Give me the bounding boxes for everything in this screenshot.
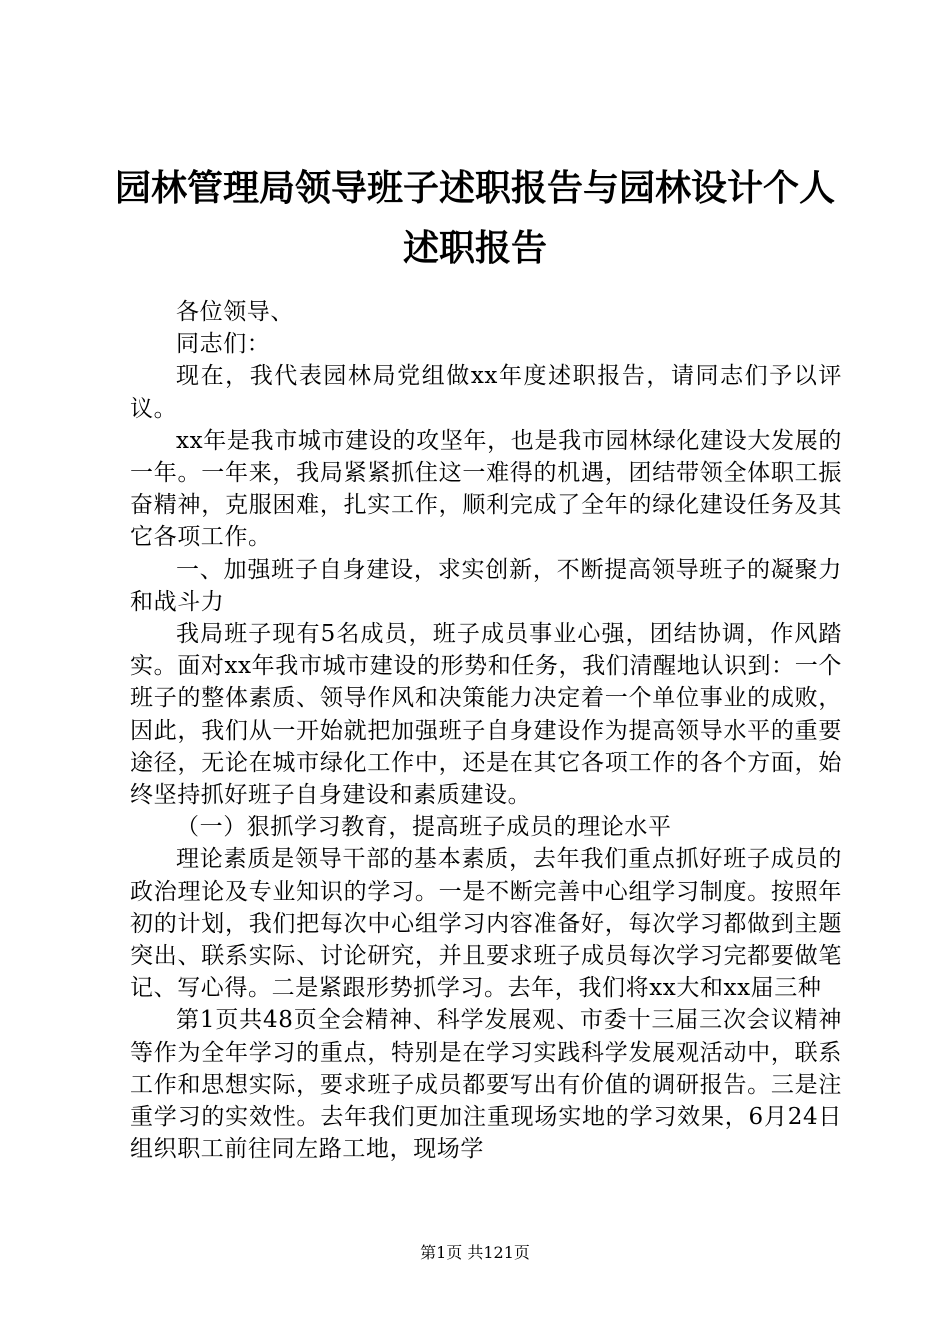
salutation-line: 各位领导、 (176, 299, 294, 325)
salutation-line: 同志们： (176, 331, 271, 358)
subsection-heading: （一）狠抓学习教育，提高班子成员的理论水平 (176, 814, 672, 841)
document-title: 园林管理局领导班子述职报告与园林设计个人述职报告 (114, 167, 835, 269)
page-footer: 第1页 共121页 (420, 1243, 530, 1262)
body-paragraph: 现在，我代表园林局党组做xx年度述职报告，请同志们予以评议。 (130, 363, 842, 422)
document-body (130, 296, 842, 1165)
body-paragraph: 第1页共48页全会精神、科学发展观、市委十三届三次会议精神等作为全年学习的重点，特别是在学习实践科学发展观活动中，联系工作和思想实际，要求班子成员都要写出有价值的调研报告。三是注重学习的实效性。去年我们更加注重现场实地的学习效果，6月24日组织职工前往同左路工地，现场学 (130, 1007, 842, 1163)
section-heading: 一、加强班子自身建设，求实创新，不断提高领导班子的凝聚力和战斗力 (130, 556, 842, 615)
body-paragraph: xx年是我市城市建设的攻坚年，也是我市园林绿化建设大发展的一年。一年来，我局紧紧抓住这一难得的机遇，团结带领全体职工振奋精神，克服困难，扎实工作，顺利完成了全年的绿化建设任务及其它各项工作。 (130, 427, 842, 551)
body-paragraph: 我局班子现有5名成员，班子成员事业心强，团结协调，作风踏实。面对xx年我市城市建设的形势和任务，我们清醒地认识到：一个班子的整体素质、领导作风和决策能力决定着一个单位事业的成败，因此，我们从一开始就把加强班子自身建设作为提高领导水平的重要途径，无论在城市绿化工作中，还是在其它各项工作的各个方面，始终坚持抓好班子自身建设和素质建设。 (130, 621, 842, 809)
body-paragraph: 理论素质是领导干部的基本素质，去年我们重点抓好班子成员的政治理论及专业知识的学习。一是不断完善中心组学习制度。按照年初的计划，我们把每次中心组学习内容准备好，每次学习都做到主题突出、联系实际、讨论研究，并且要求班子成员每次学习完都要做笔记、写心得。二是紧跟形势抓学习。去年，我们将xx大和xx届三种 (130, 846, 842, 1002)
